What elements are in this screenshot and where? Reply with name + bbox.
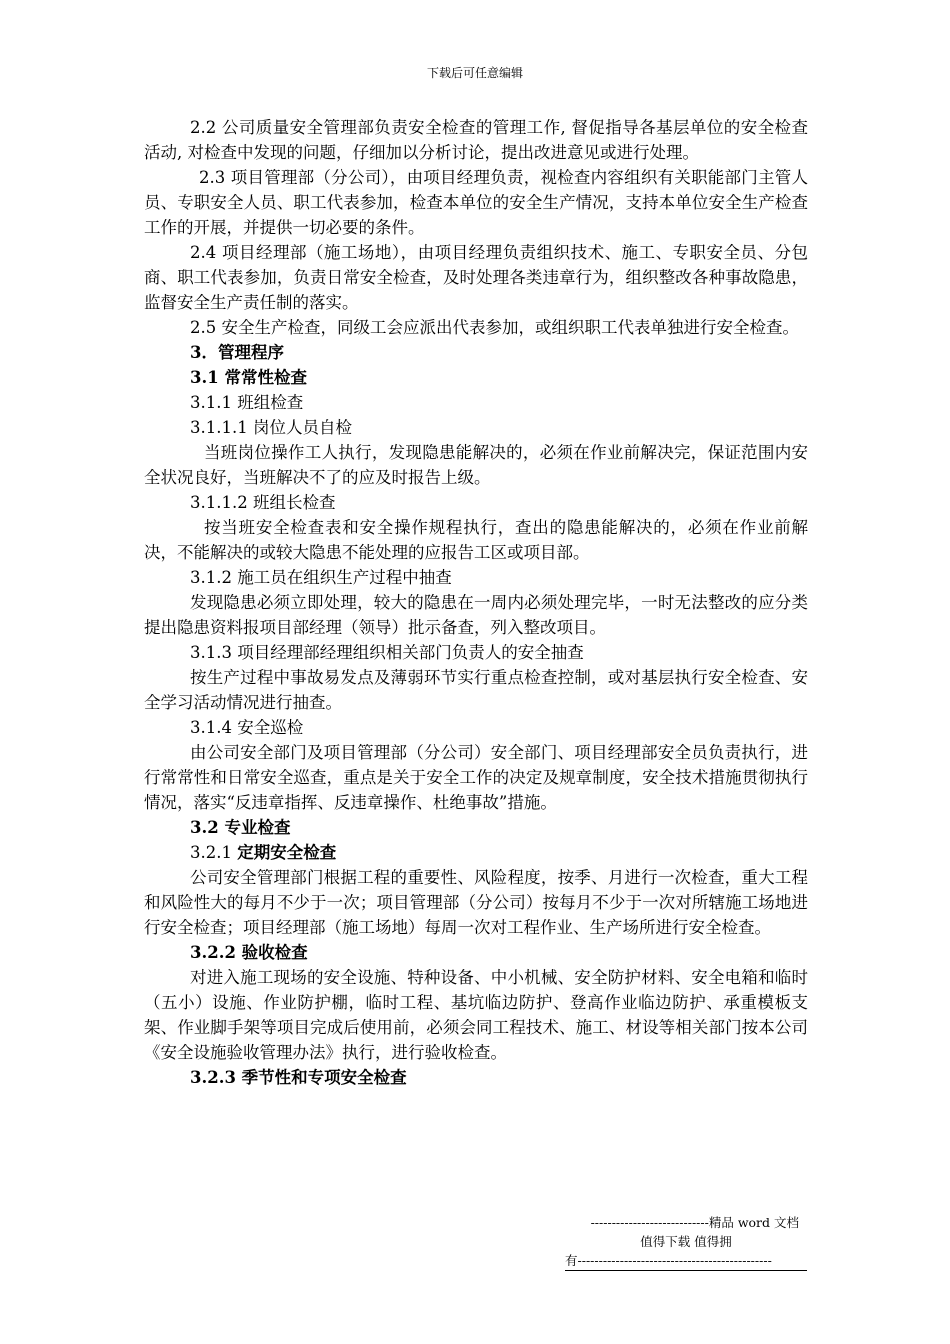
section-3-1-3-body: 按生产过程中事故易发点及薄弱环节实行重点检查控制，或对基层执行安全检查、安全学习活动情况进行抽查。 <box>144 668 808 712</box>
section-3-heading: 3．管理程序 <box>190 343 284 362</box>
section-3-1-1-1-body: 当班岗位操作工人执行，发现隐患能解决的，必须在作业前解决完，保证范围内安全状况良好，当班解决不了的应及时报告上级。 <box>144 443 808 487</box>
section-3-2-heading: 3.2 专业检查 <box>190 818 291 837</box>
footer-line-1: ----------------------------精品 word 文档 <box>590 1215 799 1230</box>
section-3-2-3-heading: 3.2.3 季节性和专项安全检查 <box>190 1068 407 1087</box>
section-3-1-2-body: 发现隐患必须立即处理，较大的隐患在一周内必须处理完毕，一时无法整改的应分类提出隐患资料报项目部经理（领导）批示备查，列入整改项目。 <box>144 593 808 637</box>
footer-line-2: 值得下载 值得拥 <box>640 1234 732 1249</box>
section-3-2-1-heading: 3.2.1 定期安全检查 <box>190 843 337 862</box>
section-3-1-2-heading: 3.1.2 施工员在组织生产过程中抽查 <box>190 568 452 587</box>
section-3-2-1-body: 公司安全管理部门根据工程的重要性、风险程度，按季、月进行一次检查，重大工程和风险性大的每月不少于一次；项目管理部（分公司）按每月不少于一次对所辖施工场地进行安全检查；项目经理部（施工场地）每周一次对工程作业、生产场所进行安全检查。 <box>144 868 808 937</box>
paragraph-2-2: 2.2 公司质量安全管理部负责安全检查的管理工作, 督促指导各基层单位的安全检查活动, 对检查中发现的问题，仔细加以分析讨论，提出改进意见或进行处理。 <box>144 118 808 162</box>
section-3-1-3-heading: 3.1.3 项目经理部经理组织相关部门负责人的安全抽查 <box>190 643 584 662</box>
section-3-2-2-body: 对进入施工现场的安全设施、特种设备、中小机械、安全防护材料、安全电箱和临时（五小）设施、作业防护棚，临时工程、基坑临边防护、登高作业临边防护、承重模板支架、作业脚手架等项目完成后使用前，必须会同工程技术、施工、材设等相关部门按本公司《安全设施验收管理办法》执行，进行验收检查。 <box>144 968 808 1062</box>
page-footer <box>565 1213 807 1271</box>
section-3-2-2-heading: 3.2.2 验收检查 <box>190 943 308 962</box>
section-3-1-4-heading: 3.1.4 安全巡检 <box>190 718 304 737</box>
paragraph-2-4: 2.4 项目经理部（施工场地），由项目经理负责组织技术、施工、专职安全员、分包商、职工代表参加，负责日常安全检查，及时处理各类违章行为，组织整改各种事故隐患，监督安全生产责任制的落实。 <box>144 243 808 312</box>
section-3-1-4-body: 由公司安全部门及项目管理部（分公司）安全部门、项目经理部安全员负责执行，进行常常性和日常安全巡查，重点是关于安全工作的决定及规章制度，安全技术措施贯彻执行情况，落实“反违章指挥、反违章操作、杜绝事故”措施。 <box>144 743 808 812</box>
section-3-1-1-1-heading: 3.1.1.1 岗位人员自检 <box>190 418 352 437</box>
footer-line-3: 有---------------------------------------------- <box>565 1251 807 1271</box>
paragraph-2-5: 2.5 安全生产检查，同级工会应派出代表参加，或组织职工代表单独进行安全检查。 <box>190 318 799 337</box>
page-header: 下载后可任意编辑 <box>426 66 523 80</box>
section-3-1-heading: 3.1 常常性检查 <box>190 368 307 387</box>
document-body <box>144 115 808 1090</box>
section-3-1-1-2-body: 按当班安全检查表和安全操作规程执行，查出的隐患能解决的，必须在作业前解决，不能解决的或较大隐患不能处理的应报告工区或项目部。 <box>144 518 808 562</box>
section-3-1-1-2-heading: 3.1.1.2 班组长检查 <box>190 493 336 512</box>
paragraph-2-3: 2.3 项目管理部（分公司），由项目经理负责，视检查内容组织有关职能部门主管人员、专职安全人员、职工代表参加，检查本单位的安全生产情况，支持本单位安全生产检查工作的开展，并提供一切必要的条件。 <box>144 168 808 237</box>
section-3-1-1-heading: 3.1.1 班组检查 <box>190 393 304 412</box>
